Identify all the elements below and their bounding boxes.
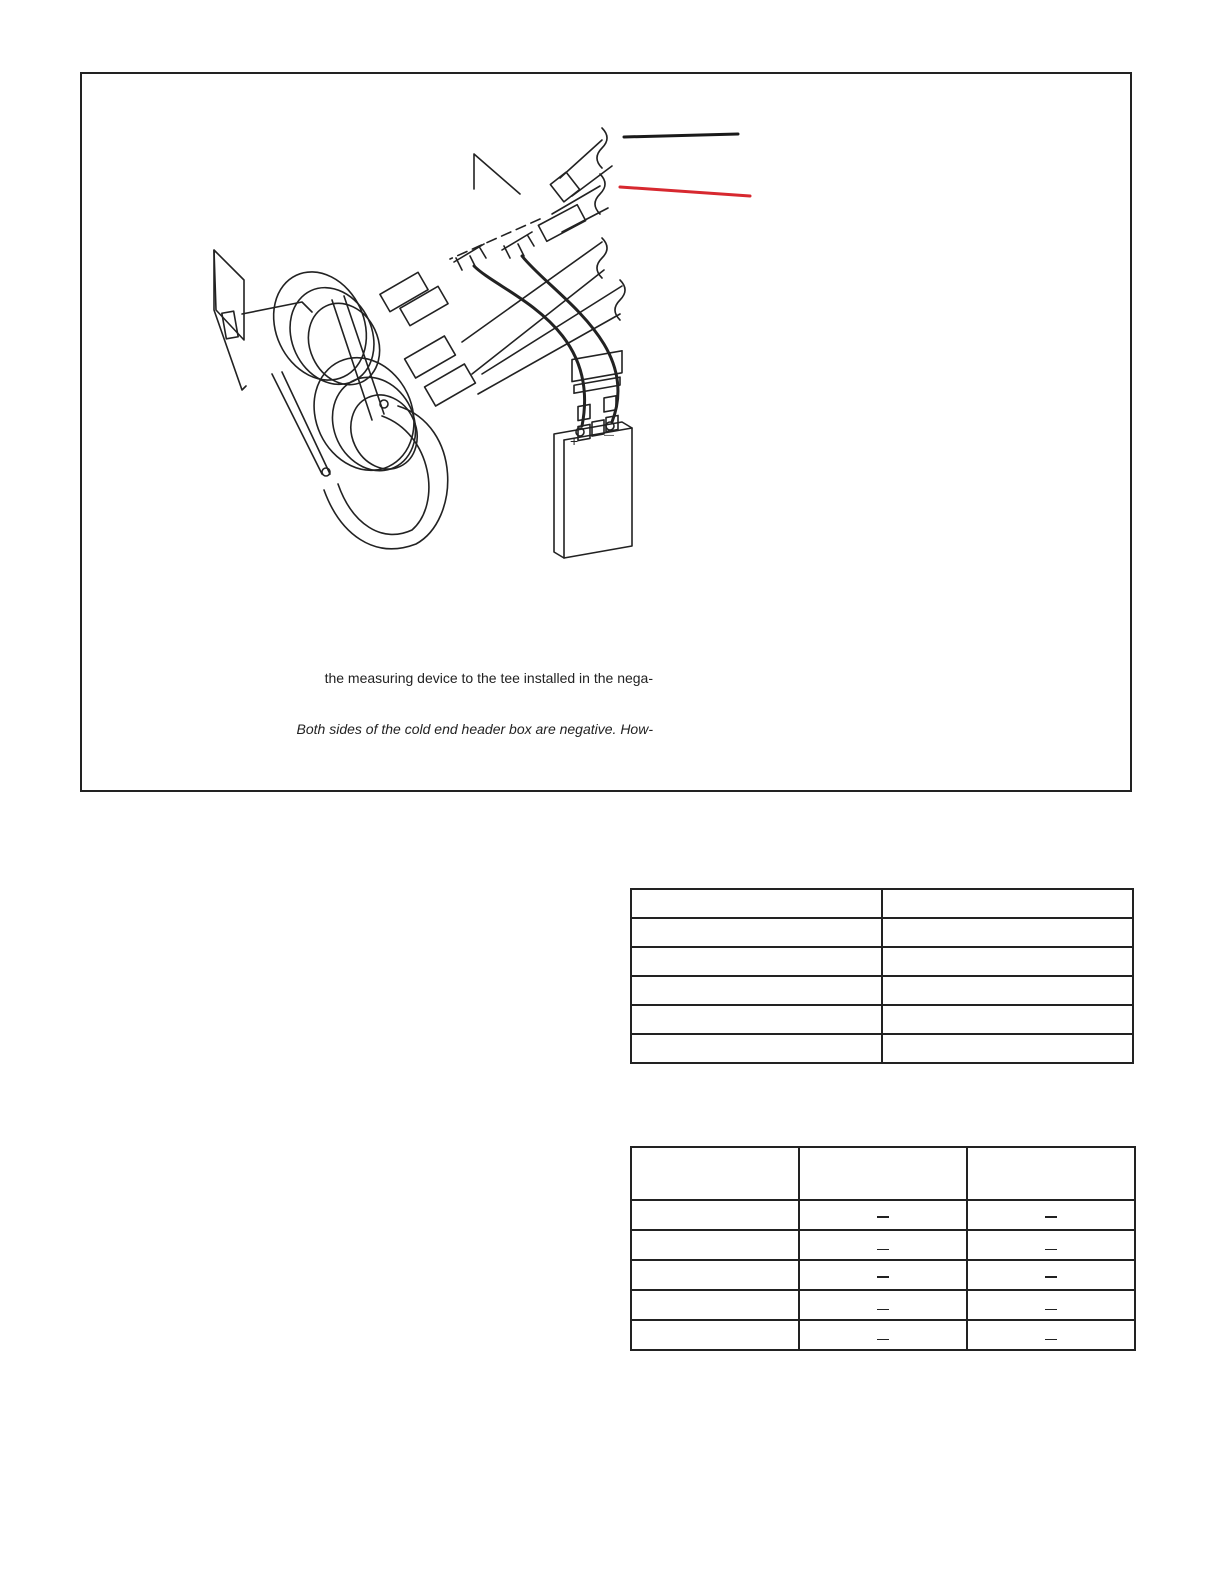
table-cell (967, 1260, 1135, 1290)
meter-minus-symbol: — (604, 430, 614, 441)
table-row (631, 1230, 1135, 1260)
table-header-cell (799, 1147, 967, 1200)
table-cell (631, 1290, 799, 1320)
table-row (631, 1200, 1135, 1230)
table-row (631, 1034, 1133, 1063)
table-cell (631, 976, 882, 1005)
table-cell (631, 1260, 799, 1290)
table-row (631, 1005, 1133, 1034)
table-cell (631, 947, 882, 976)
table-cell (799, 1290, 967, 1320)
dash-mark (1045, 1276, 1057, 1278)
dash-mark (877, 1249, 889, 1250)
table-row (631, 1320, 1135, 1350)
table-cell (631, 918, 882, 947)
dash-mark (877, 1216, 889, 1218)
table-row (631, 1290, 1135, 1320)
table-cell (882, 918, 1133, 947)
black-tube-lead (624, 134, 738, 137)
red-tube-lead (620, 187, 750, 196)
table-row (631, 1260, 1135, 1290)
table-1 (630, 888, 1134, 1064)
table-cell (967, 1290, 1135, 1320)
table-cell (631, 1034, 882, 1063)
table-cell (631, 889, 882, 918)
table-row (631, 947, 1133, 976)
digital-manometer (554, 351, 632, 558)
meter-plus-symbol: + (570, 433, 579, 449)
table-cell (882, 1005, 1133, 1034)
dash-mark (1045, 1309, 1057, 1310)
table-cell (967, 1230, 1135, 1260)
table-cell (882, 947, 1133, 976)
table-cell (882, 1034, 1133, 1063)
table-header-cell (631, 1147, 799, 1200)
table-row (631, 976, 1133, 1005)
table-cell (631, 1005, 882, 1034)
table-cell (799, 1200, 967, 1230)
table-cell (799, 1230, 967, 1260)
dash-mark (877, 1276, 889, 1278)
dash-mark (1045, 1339, 1057, 1340)
table-cell (882, 889, 1133, 918)
figure-frame (80, 72, 1132, 792)
table-cell (967, 1200, 1135, 1230)
table-row (631, 889, 1133, 918)
dash-mark (877, 1309, 889, 1310)
table-header-cell (967, 1147, 1135, 1200)
table-2 (630, 1146, 1136, 1351)
table-cell (967, 1320, 1135, 1350)
table-cell (799, 1260, 967, 1290)
dash-mark (1045, 1216, 1057, 1218)
dash-mark (1045, 1249, 1057, 1250)
figure-caption-line-2: Both sides of the cold end header box are negative. How- (296, 721, 653, 737)
figure-caption-line-1: the measuring device to the tee installed in the nega- (324, 670, 653, 686)
table-header-row (631, 1147, 1135, 1200)
dash-mark (877, 1339, 889, 1340)
table-cell (631, 1230, 799, 1260)
table-cell (882, 976, 1133, 1005)
table-row (631, 918, 1133, 947)
table-cell (631, 1200, 799, 1230)
table-cell (631, 1320, 799, 1350)
table-cell (799, 1320, 967, 1350)
